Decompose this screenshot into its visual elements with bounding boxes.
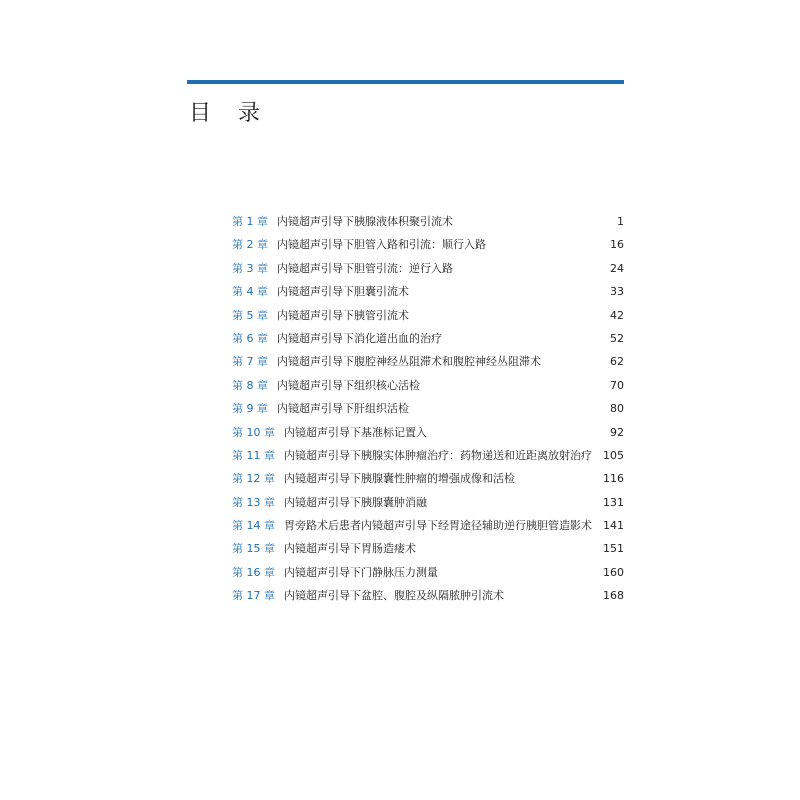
toc-entry[interactable]: [232, 517, 624, 540]
toc-entry[interactable]: [232, 587, 624, 610]
chapter-title: 内镜超声引导下消化道出血的治疗: [277, 331, 442, 345]
chapter-number: 第 16 章: [232, 565, 275, 579]
chapter-title: 内镜超声引导下胆管入路和引流：顺行入路: [277, 238, 486, 252]
chapter-title: 内镜超声引导下基准标记置入: [284, 425, 427, 439]
chapter-number: 第 12 章: [232, 472, 275, 486]
chapter-title: 内镜超声引导下腹腔神经丛阻滞术和腹腔神经丛阻滞术: [277, 355, 541, 369]
page-number: 62: [610, 355, 624, 369]
chapter-number: 第 1 章: [232, 215, 268, 228]
chapter-title: 内镜超声引导下门静脉压力测量: [284, 565, 438, 579]
chapter-number: 第 11 章: [232, 448, 275, 462]
page-number: 1: [617, 215, 624, 228]
chapter-title: 内镜超声引导下胰管引流术: [277, 308, 409, 322]
page-title: 目 录: [189, 101, 270, 126]
chapter-number: 第 13 章: [232, 495, 275, 509]
page-number: 24: [610, 261, 624, 275]
toc-entry[interactable]: [232, 424, 624, 447]
chapter-number: 第 7 章: [232, 355, 268, 369]
chapter-number: 第 6 章: [232, 331, 268, 345]
toc-entry[interactable]: [232, 400, 624, 423]
chapter-title: 内镜超声引导下盆腔、腹腔及纵隔脓肿引流术: [284, 589, 504, 603]
chapter-number: 第 17 章: [232, 589, 275, 603]
toc-entry[interactable]: [232, 540, 624, 563]
chapter-number: 第 5 章: [232, 308, 268, 322]
toc-entry[interactable]: [232, 377, 624, 400]
chapter-number: 第 2 章: [232, 238, 268, 252]
page-number: 105: [603, 448, 624, 462]
page-number: 16: [610, 238, 624, 252]
toc-entry[interactable]: [232, 213, 624, 236]
toc-entry[interactable]: [232, 330, 624, 353]
chapter-title: 内镜超声引导下胰腺囊性肿瘤的增强成像和活检: [284, 472, 515, 486]
page-number: 70: [610, 378, 624, 392]
chapter-title: 内镜超声引导下胆囊引流术: [277, 285, 409, 299]
page-number: 151: [603, 542, 624, 556]
toc-entry[interactable]: [232, 260, 624, 283]
chapter-number: 第 3 章: [232, 261, 268, 275]
toc-entry[interactable]: [232, 470, 624, 493]
page-number: 33: [610, 285, 624, 299]
page-number: 52: [610, 331, 624, 345]
page-number: 42: [610, 308, 624, 322]
chapter-title: 内镜超声引导下组织核心活检: [277, 378, 420, 392]
chapter-number: 第 15 章: [232, 542, 275, 556]
page-number: 168: [603, 589, 624, 603]
toc-entry[interactable]: [232, 494, 624, 517]
toc-entry[interactable]: [232, 236, 624, 259]
chapter-title: 内镜超声引导下胰腺液体积聚引流术: [277, 215, 453, 228]
page-number: 131: [603, 495, 624, 509]
chapter-title: 胃旁路术后患者内镜超声引导下经胃途径辅助逆行胰胆管造影术: [284, 519, 592, 533]
page-number: 116: [603, 472, 624, 486]
toc-entry[interactable]: [232, 283, 624, 306]
chapter-title: 内镜超声引导下胆管引流：逆行入路: [277, 261, 453, 275]
chapter-title: 内镜超声引导下肝组织活检: [277, 402, 409, 416]
chapter-title: 内镜超声引导下胃肠造瘘术: [284, 542, 416, 556]
header-rule: [187, 80, 624, 84]
page-number: 80: [610, 402, 624, 416]
chapter-number: 第 10 章: [232, 425, 275, 439]
chapter-number: 第 4 章: [232, 285, 268, 299]
page-number: 92: [610, 425, 624, 439]
table-of-contents: [232, 213, 624, 611]
chapter-title: 内镜超声引导下胰腺实体肿瘤治疗：药物递送和近距离放射治疗: [284, 448, 592, 462]
toc-entry[interactable]: [232, 307, 624, 330]
chapter-number: 第 14 章: [232, 519, 275, 533]
chapter-title: 内镜超声引导下胰腺囊肿消融: [284, 495, 427, 509]
toc-entry[interactable]: [232, 447, 624, 470]
toc-entry[interactable]: [232, 564, 624, 587]
page-number: 160: [603, 565, 624, 579]
chapter-number: 第 9 章: [232, 402, 268, 416]
chapter-number: 第 8 章: [232, 378, 268, 392]
toc-entry[interactable]: [232, 353, 624, 376]
page-number: 141: [603, 519, 624, 533]
